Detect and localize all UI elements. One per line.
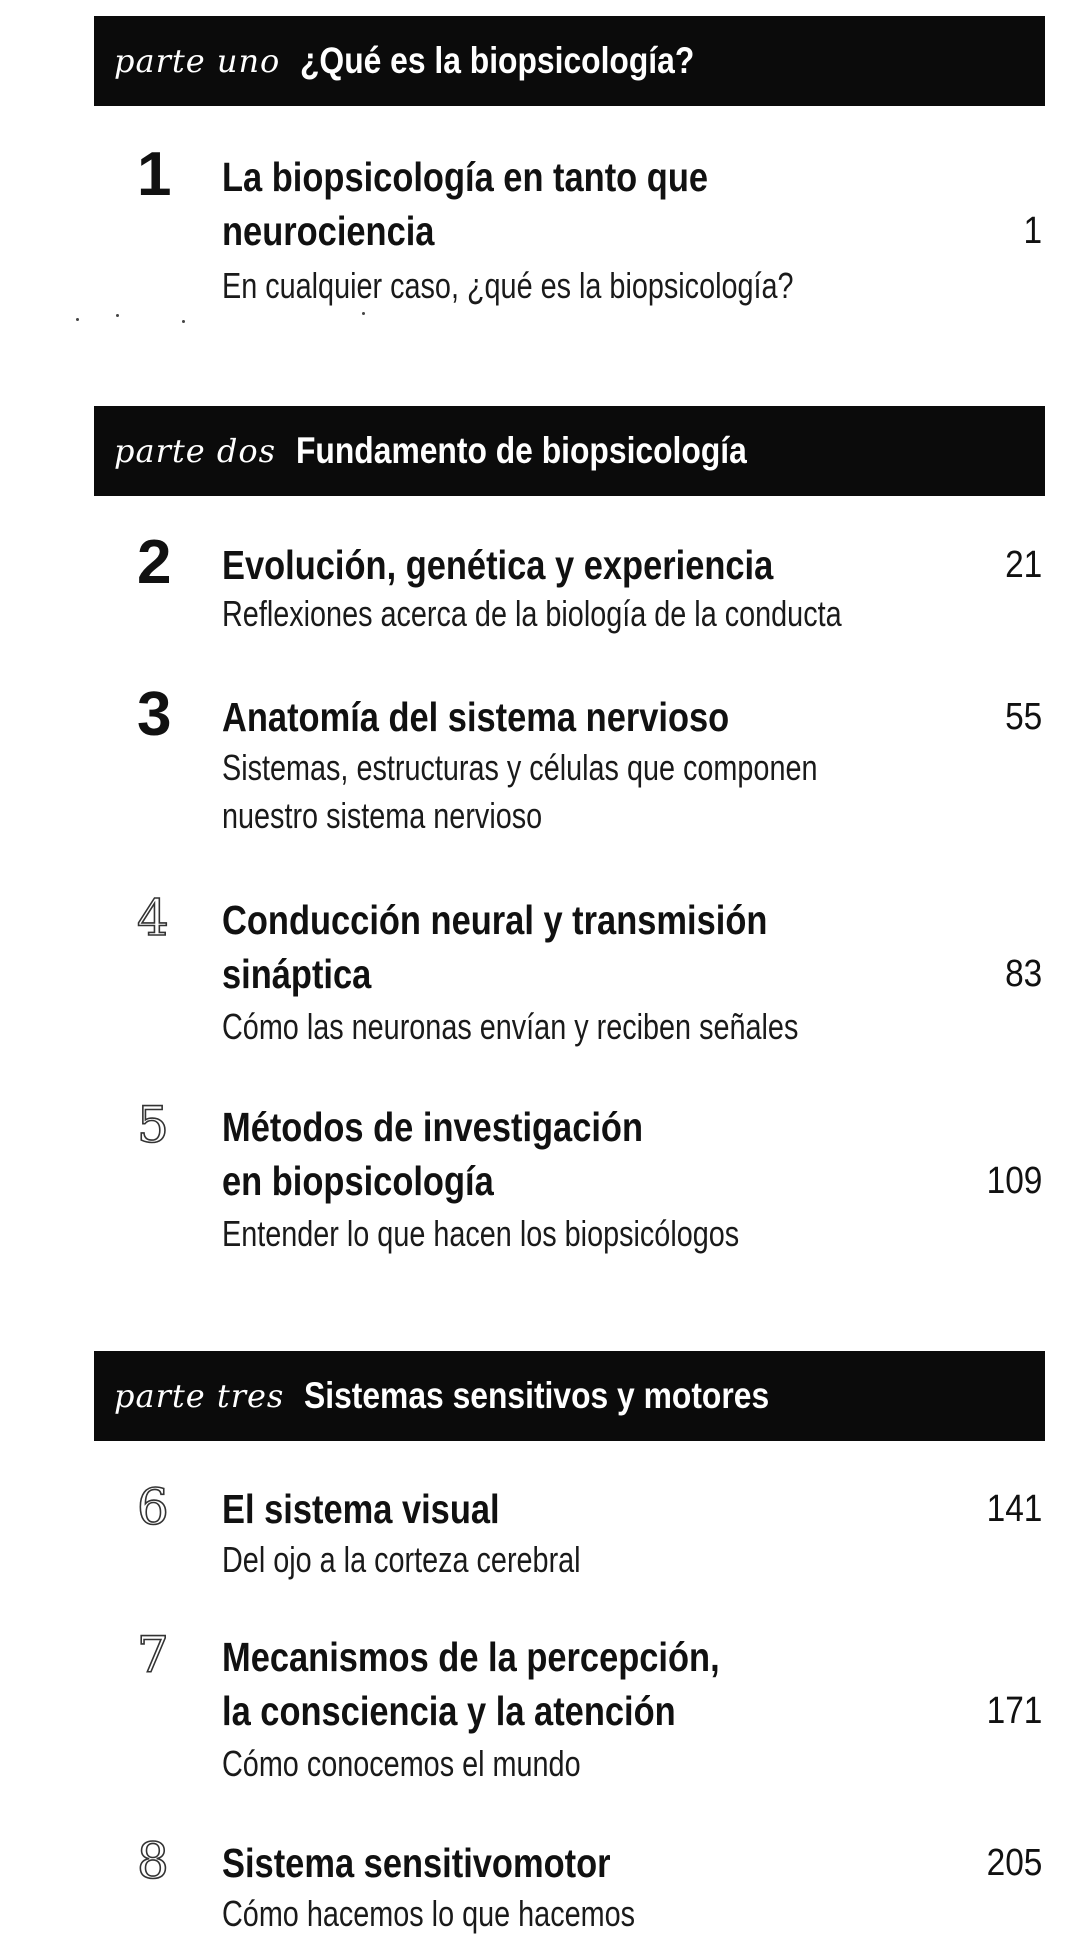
chapter-page-number: 83	[1004, 953, 1042, 995]
chapter-title-line: Evolución, genética y experiencia	[222, 542, 774, 588]
chapter-title	[222, 150, 768, 258]
chapter-number: 5	[137, 1096, 169, 1154]
chapter-subtitle	[222, 262, 794, 310]
part-label: parte uno	[114, 42, 281, 80]
chapter-subtitle	[222, 744, 818, 840]
chapter-title	[222, 893, 768, 1001]
chapter-page-number: 141	[986, 1488, 1042, 1530]
part-header-1	[94, 16, 1045, 106]
chapter-title-line: Mecanismos de la percepción,	[222, 1634, 720, 1680]
chapter-page-number: 21	[1004, 544, 1042, 586]
part-header-3	[94, 1351, 1045, 1441]
chapter-title	[222, 690, 768, 744]
chapter-title	[222, 1836, 768, 1890]
chapter-number: 3	[137, 680, 172, 749]
chapter-subtitle	[222, 590, 842, 638]
scan-specks	[70, 312, 390, 328]
chapter-number: 7	[137, 1626, 169, 1684]
chapter-subtitle-line: Entender lo que hacen los biopsicólogos	[222, 1213, 740, 1254]
chapter-subtitle-line: Sistemas, estructuras y células que componen	[222, 747, 818, 788]
chapter-subtitle-line: En cualquier caso, ¿qué es la biopsicología?	[222, 265, 794, 306]
chapter-page-number: 205	[986, 1842, 1042, 1884]
chapter-title	[222, 538, 774, 592]
chapter-number: 6	[137, 1478, 169, 1536]
chapter-page-number: 1	[1023, 210, 1042, 252]
chapter-subtitle	[222, 1536, 581, 1584]
chapter-title-line: Conducción neural y transmisión	[222, 897, 768, 943]
chapter-number: 1	[137, 140, 172, 209]
chapter-subtitle	[222, 1740, 581, 1788]
chapter-title-line: La biopsicología en tanto que	[222, 154, 709, 200]
chapter-title-line: Anatomía del sistema nervioso	[222, 694, 730, 740]
part-title: ¿Qué es la biopsicología?	[300, 40, 695, 81]
chapter-title-line: sináptica	[222, 951, 372, 997]
chapter-subtitle-line: Cómo las neuronas envían y reciben señales	[222, 1006, 799, 1047]
chapter-title-line: neurociencia	[222, 208, 435, 254]
chapter-subtitle-line: Cómo conocemos el mundo	[222, 1743, 581, 1784]
chapter-title	[222, 1630, 768, 1738]
chapter-title-line: en biopsicología	[222, 1158, 494, 1204]
chapter-subtitle-line: nuestro sistema nervioso	[222, 795, 543, 836]
chapter-page-number: 55	[1004, 696, 1042, 738]
chapter-title	[222, 1100, 768, 1208]
chapter-subtitle	[222, 1890, 635, 1938]
chapter-title	[222, 1482, 768, 1536]
chapter-subtitle-line: Reflexiones acerca de la biología de la conducta	[222, 593, 842, 634]
part-title: Sistemas sensitivos y motores	[304, 1375, 770, 1416]
chapter-page-number: 171	[986, 1690, 1042, 1732]
chapter-title-line: El sistema visual	[222, 1486, 500, 1532]
chapter-number: 4	[137, 889, 169, 947]
chapter-title-line: la consciencia y la atención	[222, 1688, 676, 1734]
part-title: Fundamento de biopsicología	[296, 430, 747, 471]
part-label: parte tres	[114, 1377, 285, 1415]
chapter-title-line: Métodos de investigación	[222, 1104, 644, 1150]
chapter-subtitle	[222, 1210, 739, 1258]
chapter-subtitle	[222, 1003, 798, 1051]
chapter-page-number: 109	[986, 1160, 1042, 1202]
chapter-title-line: Sistema sensitivomotor	[222, 1840, 611, 1886]
chapter-number: 8	[137, 1832, 169, 1890]
part-label: parte dos	[114, 432, 276, 470]
chapter-number: 2	[137, 528, 172, 597]
part-header-2	[94, 406, 1045, 496]
chapter-subtitle-line: Del ojo a la corteza cerebral	[222, 1539, 581, 1580]
chapter-subtitle-line: Cómo hacemos lo que hacemos	[222, 1893, 636, 1934]
